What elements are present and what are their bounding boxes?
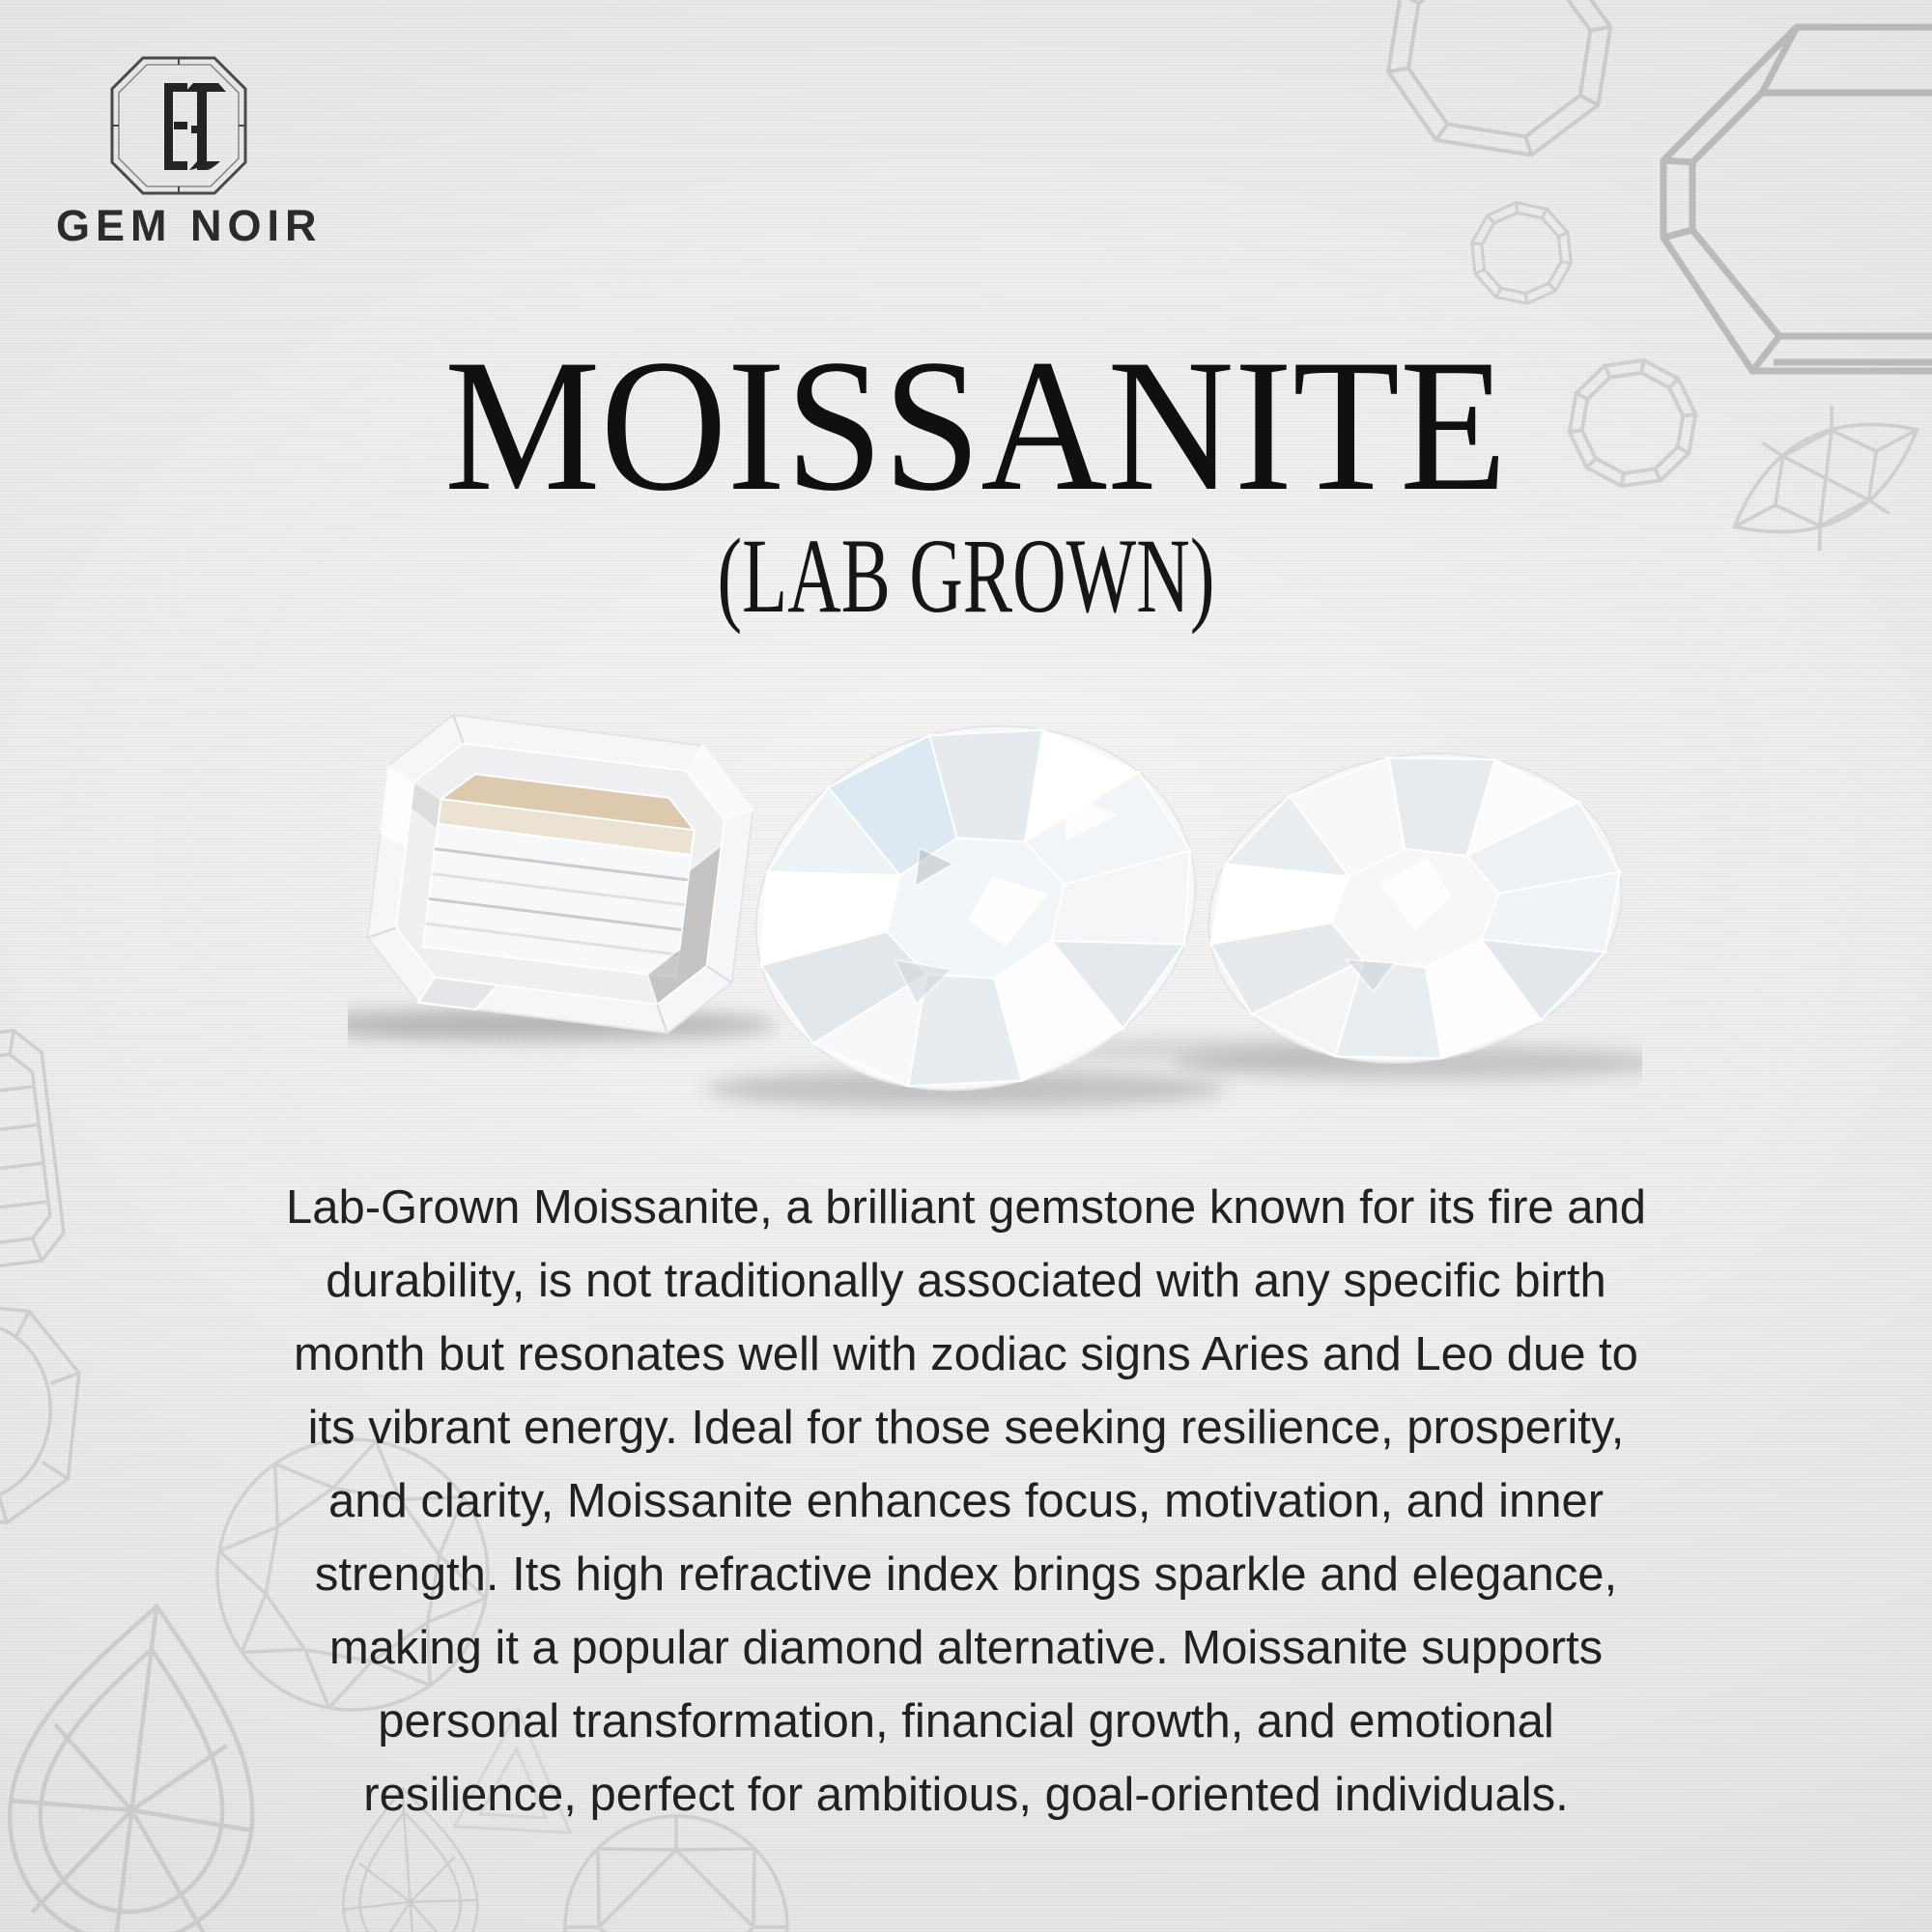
- description-line: its vibrant energy. Ideal for those seeking resilience, prosperity,: [307, 1402, 1625, 1454]
- description-line: Lab-Grown Moissanite, a brilliant gemstone known for its fire and: [285, 1181, 1647, 1234]
- description-line: personal transformation, financial growth, and emotional: [378, 1695, 1554, 1747]
- description-paragraph: [145, 1171, 1787, 1832]
- round-gem-outline-icon: [565, 1816, 787, 1932]
- description-line: strength. Its high refractive index brings sparkle and elegance,: [314, 1548, 1618, 1601]
- cushion-gem-outline-icon: [0, 1296, 85, 1529]
- emerald-cut-gem-outline-icon: [1663, 27, 1932, 371]
- oval-brilliant-gemstone: [715, 710, 1236, 1138]
- brand-logo: [108, 54, 253, 199]
- octagon-monogram-icon: [108, 54, 253, 199]
- decagon-gem-outline-icon: [1462, 195, 1580, 311]
- page-title: MOISSANITE: [444, 336, 1507, 530]
- description-line: making it a popular diamond alternative. Moissanite supports: [328, 1622, 1604, 1674]
- page-subtitle: (LAB GROWN): [717, 517, 1215, 635]
- description-line: resilience, perfect for ambitious, goal-oriented individuals.: [363, 1769, 1569, 1821]
- description-line: and clarity, Moissanite enhances focus, motivation, and inner: [327, 1475, 1605, 1527]
- emerald-cut-gemstone: [360, 710, 760, 1040]
- description-line: month but resonates well with zodiac signs Aries and Leo due to: [294, 1328, 1638, 1380]
- gemstones-photo: [348, 710, 1642, 1164]
- brand-name: GEM NOIR: [56, 201, 323, 250]
- description-line: durability, is not traditionally associated with any specific birth: [326, 1255, 1606, 1307]
- hero-heading: [0, 336, 1932, 636]
- octagon-gem-outline-icon: [1378, 0, 1619, 164]
- emerald-side-gem-outline-icon: [0, 1028, 67, 1272]
